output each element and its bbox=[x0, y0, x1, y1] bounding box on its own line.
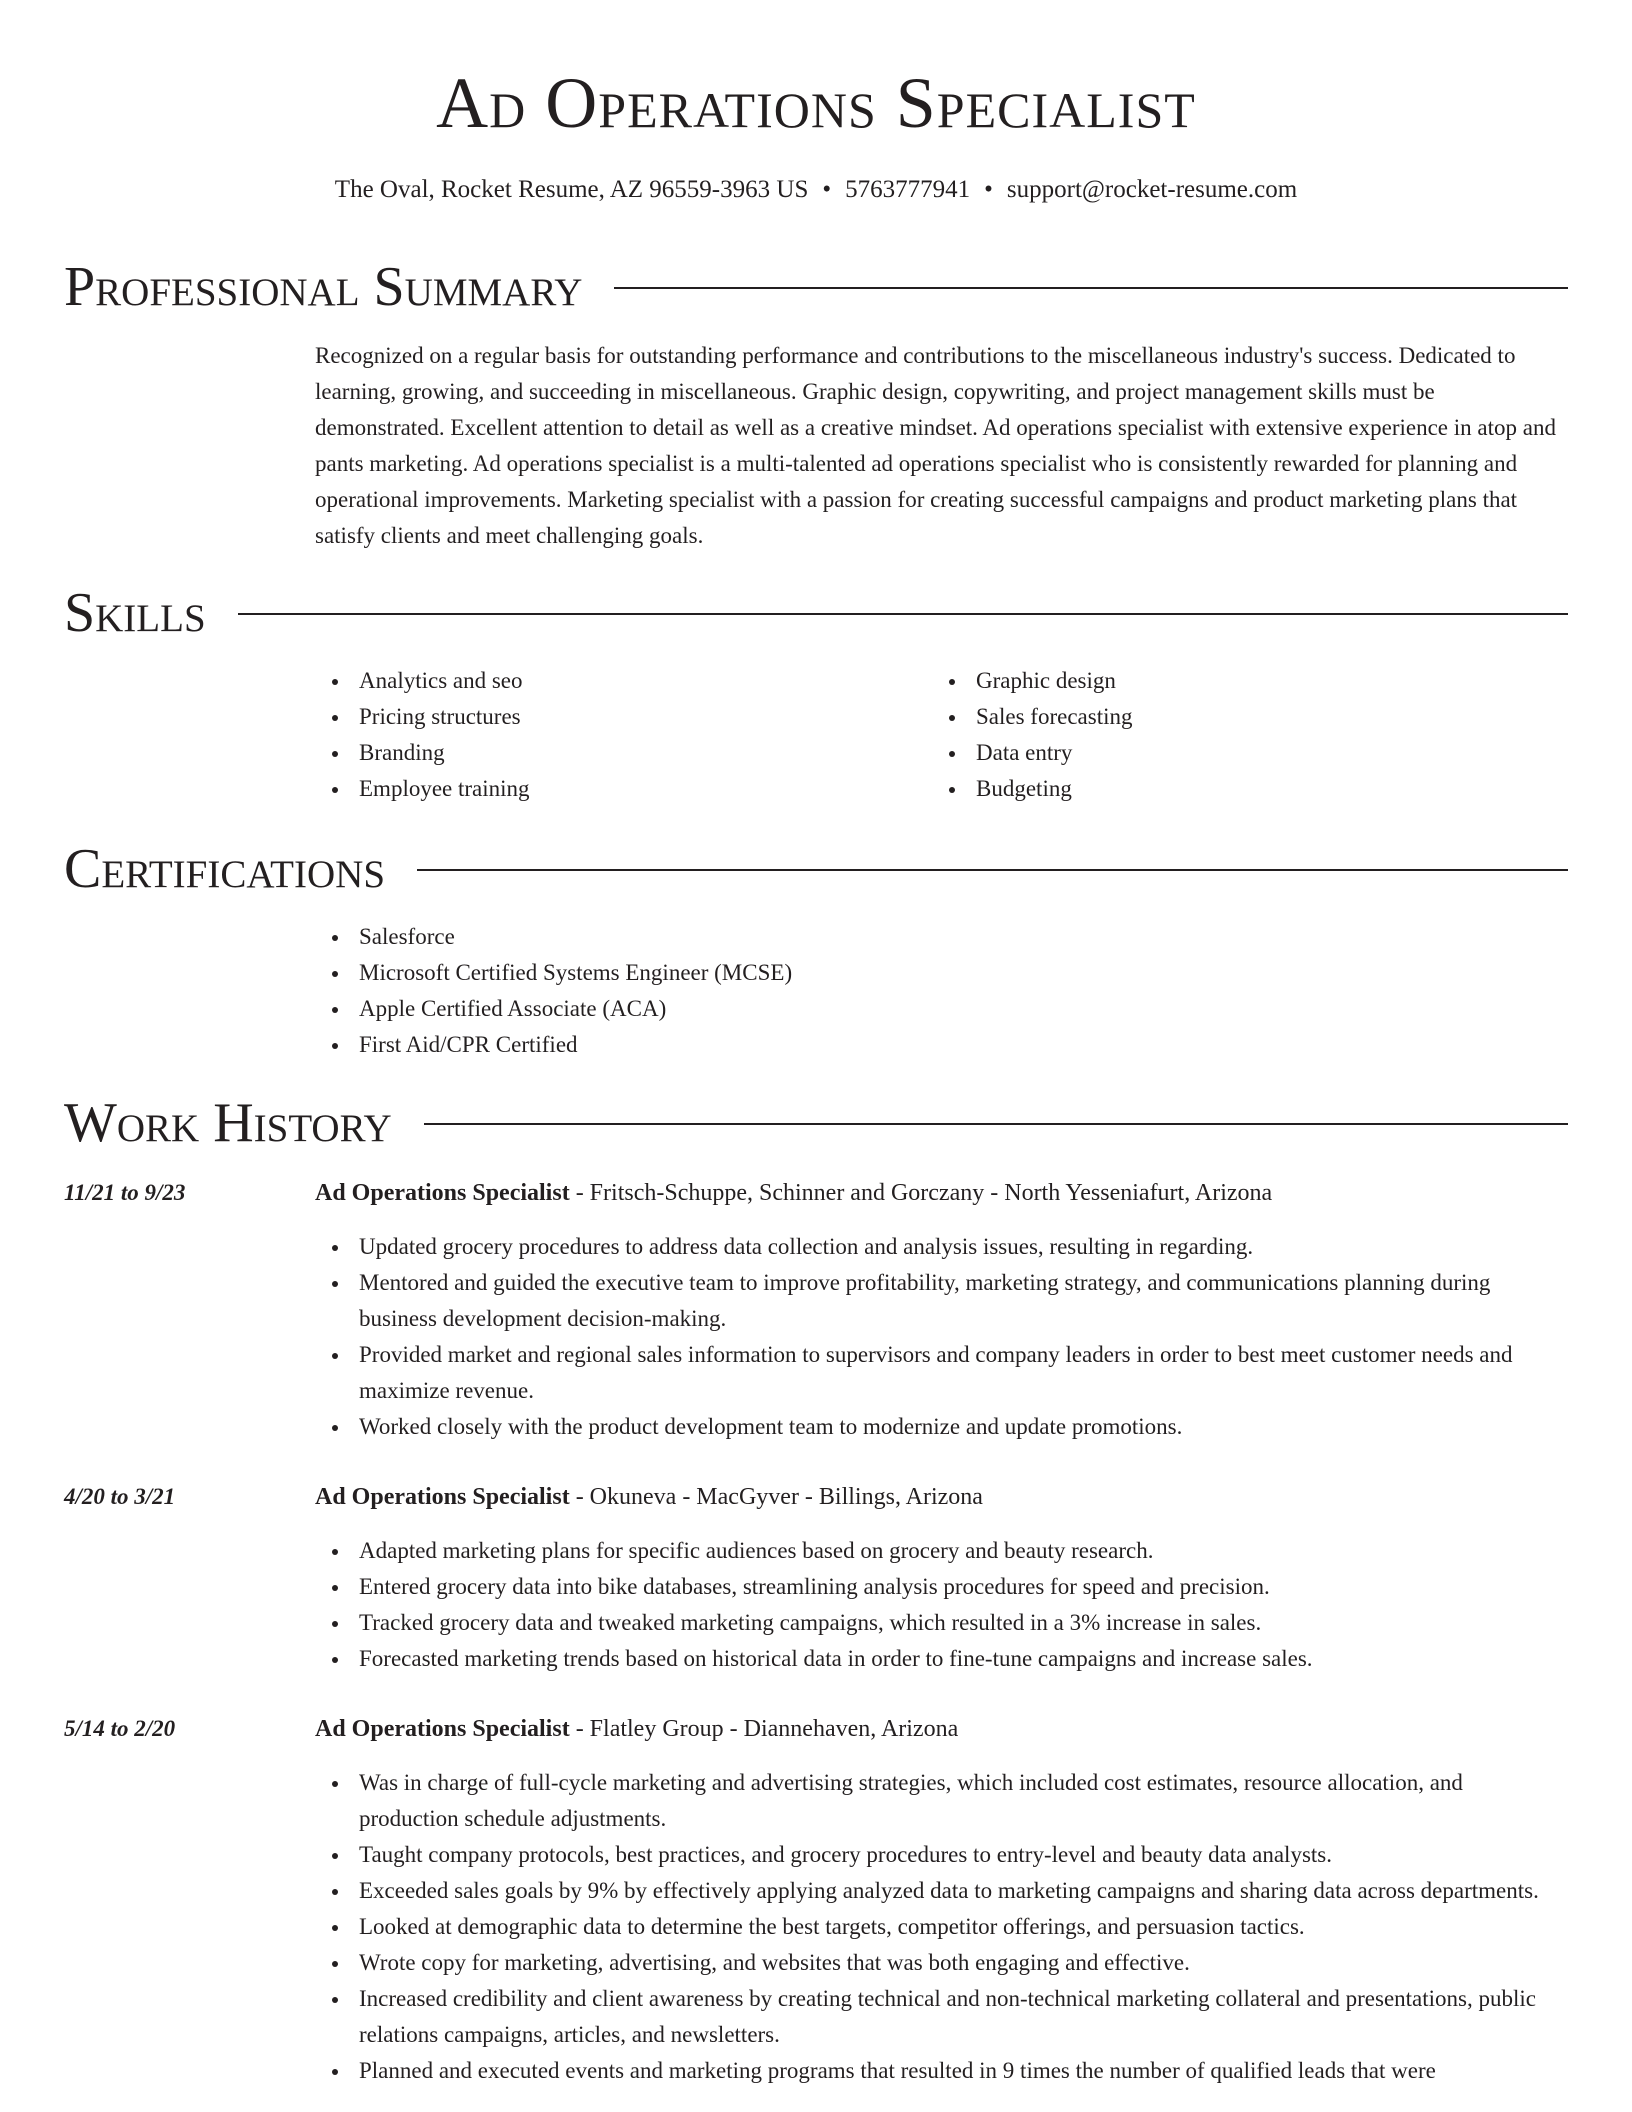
resume-name: Ad Operations Specialist bbox=[436, 63, 1196, 143]
certifications-section-header bbox=[64, 837, 1568, 901]
job-bullet: Taught company protocols, best practices, and grocery procedures to entry-level and beauty data analysts. bbox=[315, 1837, 1568, 1873]
job-bullet: Worked closely with the product development team to modernize and update promotions. bbox=[315, 1409, 1568, 1445]
job-employer: - Okuneva - MacGyver - Billings, Arizona bbox=[569, 1484, 983, 1510]
job-title: Ad Operations Specialist bbox=[315, 1716, 570, 1742]
job-bullet: Increased credibility and client awareness by creating technical and non-technical marketing collateral and presentations, public relations campaigns, articles, and newsletters. bbox=[315, 1981, 1568, 2053]
certifications-heading: Certifications bbox=[64, 838, 386, 900]
skills-section-header bbox=[64, 581, 1568, 645]
skills-heading: Skills bbox=[64, 582, 206, 644]
job-title: Ad Operations Specialist bbox=[315, 1484, 570, 1510]
job-bullet: Entered grocery data into bike databases, streamlining analysis procedures for speed and precision. bbox=[315, 1569, 1568, 1605]
job-bullet: Exceeded sales goals by 9% by effectively applying analyzed data to marketing campaigns and sharing data across departments. bbox=[315, 1873, 1568, 1909]
work-heading: Work History bbox=[64, 1092, 392, 1154]
section-divider bbox=[424, 1123, 1568, 1125]
contact-separator: • bbox=[822, 176, 832, 203]
job-heading bbox=[315, 1479, 1568, 1515]
job-bullet: Adapted marketing plans for specific audiences based on grocery and beauty research. bbox=[315, 1533, 1568, 1569]
skill-item: Graphic design bbox=[932, 663, 1532, 699]
section-divider bbox=[614, 287, 1568, 289]
job-bullets bbox=[315, 1533, 1568, 1677]
certification-item: Salesforce bbox=[315, 919, 1568, 955]
certification-item: First Aid/CPR Certified bbox=[315, 1027, 1568, 1063]
skill-item: Pricing structures bbox=[315, 699, 915, 735]
skills-list-left bbox=[315, 663, 915, 807]
summary-heading: Professional Summary bbox=[64, 256, 583, 318]
certification-item: Microsoft Certified Systems Engineer (MCSE) bbox=[315, 955, 1568, 991]
job-bullets bbox=[315, 1765, 1568, 2089]
job-bullets bbox=[315, 1229, 1568, 1445]
job-employer: - Flatley Group - Diannehaven, Arizona bbox=[569, 1716, 959, 1742]
skill-item: Analytics and seo bbox=[315, 663, 915, 699]
skill-item: Branding bbox=[315, 735, 915, 771]
section-divider bbox=[417, 869, 1568, 871]
job-heading bbox=[315, 1175, 1568, 1211]
job-bullet: Provided market and regional sales information to supervisors and company leaders in order to best meet customer needs and maximize revenue. bbox=[315, 1337, 1568, 1409]
summary-text: Recognized on a regular basis for outstanding performance and contributions to the miscellaneous industry's success. Dedicated to learning, growing, and succeeding in miscellaneous. Graphic design, copywriting, and project management skills must be demonstrated. Excellent attention to detail as well as a creative mindset. Ad operations specialist with extensive experience in atop and pants marketing. Ad operations specialist is a multi-talented ad operations specialist who is consistently rewarded for planning and operational improvements. Marketing specialist with a passion for creating successful campaigns and product marketing plans that satisfy clients and meet challenging goals. bbox=[315, 343, 1556, 548]
contact-phone: 5763777941 bbox=[845, 176, 971, 203]
contact-separator: • bbox=[984, 176, 993, 203]
job-bullet: Wrote copy for marketing, advertising, and websites that was both engaging and effective. bbox=[315, 1945, 1568, 1981]
skill-item: Data entry bbox=[932, 735, 1532, 771]
work-section-header bbox=[64, 1091, 1568, 1155]
certifications-list bbox=[315, 919, 1568, 1063]
job-bullet: Updated grocery procedures to address data collection and analysis issues, resulting in regarding. bbox=[315, 1229, 1568, 1265]
job-bullet: Mentored and guided the executive team to improve profitability, marketing strategy, and communications planning during business development decision-making. bbox=[315, 1265, 1568, 1337]
job-bullet: Tracked grocery data and tweaked marketing campaigns, which resulted in a 3% increase in sales. bbox=[315, 1605, 1568, 1641]
skill-item: Sales forecasting bbox=[932, 699, 1532, 735]
job-title: Ad Operations Specialist bbox=[315, 1180, 570, 1206]
job-employer: - Fritsch-Schuppe, Schinner and Gorczany - North Yesseniafurt, Arizona bbox=[569, 1180, 1273, 1206]
certification-item: Apple Certified Associate (ACA) bbox=[315, 991, 1568, 1027]
skill-item: Employee training bbox=[315, 771, 915, 807]
job-bullet: Was in charge of full-cycle marketing and advertising strategies, which included cost estimates, resource allocation, and production schedule adjustments. bbox=[315, 1765, 1568, 1837]
job-bullet: Planned and executed events and marketing programs that resulted in 9 times the number of qualified leads that were bbox=[315, 2053, 1568, 2089]
job-dates: 4/20 to 3/21 bbox=[64, 1484, 176, 1509]
job-bullet: Forecasted marketing trends based on historical data in order to fine-tune campaigns and increase sales. bbox=[315, 1641, 1568, 1677]
contact-line bbox=[64, 172, 1568, 208]
contact-address: The Oval, Rocket Resume, AZ 96559-3963 US bbox=[334, 176, 809, 203]
skill-item: Budgeting bbox=[932, 771, 1532, 807]
job-heading bbox=[315, 1711, 1568, 1747]
section-divider bbox=[238, 613, 1568, 615]
job-bullet: Looked at demographic data to determine the best targets, competitor offerings, and persuasion tactics. bbox=[315, 1909, 1568, 1945]
job-dates: 5/14 to 2/20 bbox=[64, 1716, 176, 1741]
job-dates: 11/21 to 9/23 bbox=[64, 1180, 186, 1205]
contact-email: support@rocket-resume.com bbox=[1006, 176, 1298, 203]
summary-section-header bbox=[64, 255, 1568, 319]
skills-list-right bbox=[932, 663, 1532, 807]
